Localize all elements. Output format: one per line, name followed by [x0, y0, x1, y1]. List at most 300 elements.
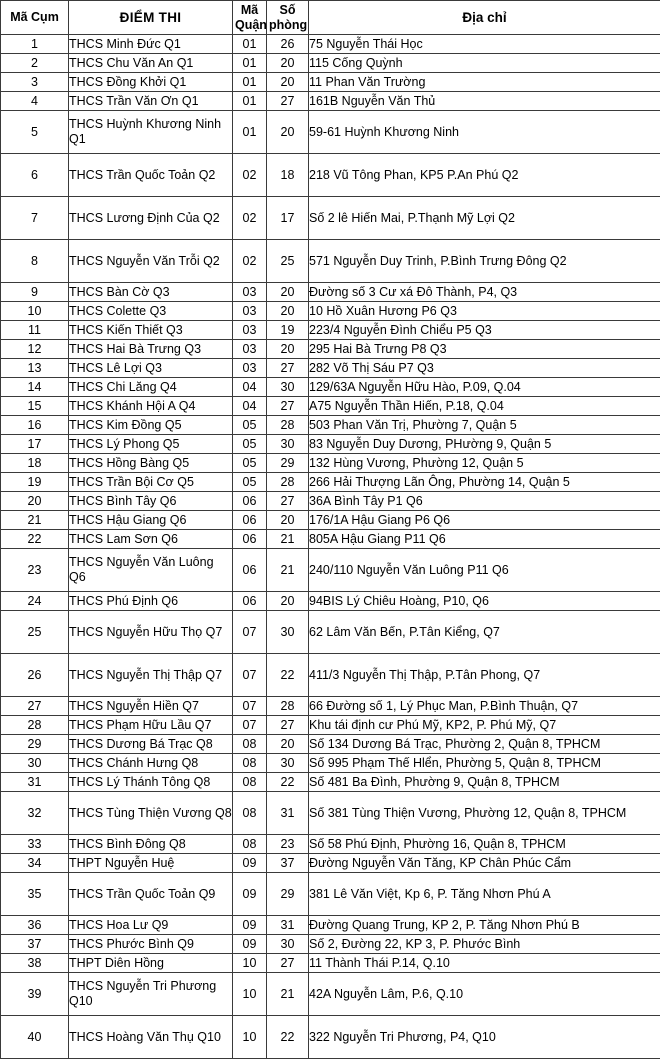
cell-diem-thi-text: THCS Hồng Bàng Q5: [69, 456, 232, 471]
cell-so-phong-text: 27: [267, 494, 308, 509]
table-row: [1, 1016, 660, 1059]
cell-dia-chi: [309, 549, 660, 592]
cell-ma-cum: [1, 592, 69, 611]
cell-diem-thi: [69, 835, 233, 854]
cell-ma-cum-text: 4: [1, 94, 68, 109]
cell-diem-thi-text: THPT Nguyễn Huệ: [69, 856, 232, 871]
cell-diem-thi: [69, 154, 233, 197]
cell-ma-quan: [233, 240, 267, 283]
cell-so-phong: [267, 154, 309, 197]
cell-ma-cum-text: 21: [1, 513, 68, 528]
cell-ma-cum-text: 16: [1, 418, 68, 433]
table-row: [1, 321, 660, 340]
table-row: [1, 35, 660, 54]
cell-ma-quan: [233, 954, 267, 973]
cell-ma-cum-text: 37: [1, 937, 68, 952]
cell-diem-thi: [69, 340, 233, 359]
cell-so-phong: [267, 473, 309, 492]
cell-diem-thi-text: THCS Trần Bội Cơ Q5: [69, 475, 232, 490]
cell-ma-quan-text: 08: [233, 756, 266, 771]
cell-so-phong: [267, 654, 309, 697]
table-row: [1, 378, 660, 397]
cell-diem-thi: [69, 735, 233, 754]
cell-diem-thi: [69, 359, 233, 378]
cell-ma-cum: [1, 321, 69, 340]
cell-diem-thi: [69, 197, 233, 240]
cell-ma-quan-text: 01: [233, 94, 266, 109]
cell-ma-cum-text: 9: [1, 285, 68, 300]
cell-so-phong-text: 37: [267, 856, 308, 871]
cell-ma-cum: [1, 111, 69, 154]
cell-ma-quan-text: 02: [233, 168, 266, 183]
table-row: [1, 973, 660, 1016]
cell-ma-quan-text: 09: [233, 918, 266, 933]
cell-so-phong-text: 20: [267, 285, 308, 300]
cell-diem-thi: [69, 454, 233, 473]
cell-diem-thi-text: THPT Diên Hồng: [69, 956, 232, 971]
cell-ma-cum-text: 19: [1, 475, 68, 490]
cell-ma-quan: [233, 73, 267, 92]
cell-ma-cum: [1, 511, 69, 530]
cell-ma-cum: [1, 378, 69, 397]
cell-ma-quan-text: 06: [233, 594, 266, 609]
cell-diem-thi-text: THCS Dương Bá Trạc Q8: [69, 737, 232, 752]
cell-dia-chi: [309, 154, 660, 197]
cell-ma-cum-text: 24: [1, 594, 68, 609]
cell-dia-chi: [309, 873, 660, 916]
cell-diem-thi: [69, 73, 233, 92]
cell-diem-thi-text: THCS Lam Sơn Q6: [69, 532, 232, 547]
cell-so-phong-text: 30: [267, 756, 308, 771]
cell-ma-quan-text: 06: [233, 513, 266, 528]
cell-dia-chi-text: 282 Võ Thị Sáu P7 Q3: [309, 361, 660, 376]
cell-ma-quan-text: 05: [233, 475, 266, 490]
cell-so-phong-text: 27: [267, 956, 308, 971]
cell-ma-quan: [233, 435, 267, 454]
cell-so-phong-text: 31: [267, 918, 308, 933]
cell-ma-quan: [233, 54, 267, 73]
cell-ma-quan: [233, 302, 267, 321]
cell-so-phong-text: 21: [267, 563, 308, 578]
cell-ma-cum: [1, 492, 69, 511]
column-header-dia-chi: Địa chỉ: [309, 1, 660, 35]
table-row: [1, 111, 660, 154]
cell-ma-cum: [1, 873, 69, 916]
cell-diem-thi-text: THCS Nguyễn Văn Trỗi Q2: [69, 254, 232, 269]
cell-ma-cum-text: 25: [1, 625, 68, 640]
table-row: [1, 935, 660, 954]
cell-dia-chi: [309, 435, 660, 454]
cell-ma-quan-text: 05: [233, 418, 266, 433]
table-header-row: [1, 1, 660, 35]
table-row: [1, 754, 660, 773]
cell-so-phong-text: 29: [267, 887, 308, 902]
cell-ma-cum-text: 12: [1, 342, 68, 357]
table-row: [1, 302, 660, 321]
cell-dia-chi-text: 295 Hai Bà Trưng P8 Q3: [309, 342, 660, 357]
cell-dia-chi: [309, 716, 660, 735]
cell-ma-quan-text: 07: [233, 699, 266, 714]
table-row: [1, 511, 660, 530]
cell-dia-chi-text: Đường Quang Trung, KP 2, P. Tăng Nhơn Phú B: [309, 918, 660, 933]
cell-ma-quan-text: 01: [233, 56, 266, 71]
cell-dia-chi-text: 223/4 Nguyễn Đình Chiểu P5 Q3: [309, 323, 660, 338]
cell-dia-chi-text: 266 Hải Thượng Lãn Ông, Phường 14, Quận 5: [309, 475, 660, 490]
cell-diem-thi-text: THCS Trần Quốc Toản Q2: [69, 168, 232, 183]
cell-ma-quan: [233, 511, 267, 530]
cell-diem-thi: [69, 321, 233, 340]
cell-ma-cum: [1, 916, 69, 935]
cell-so-phong: [267, 754, 309, 773]
table-row: [1, 435, 660, 454]
cell-so-phong-text: 20: [267, 342, 308, 357]
cell-dia-chi: [309, 835, 660, 854]
cell-diem-thi-text: THCS Phú Định Q6: [69, 594, 232, 609]
cell-diem-thi-text: THCS Khánh Hội A Q4: [69, 399, 232, 414]
cell-so-phong-text: 20: [267, 513, 308, 528]
cell-dia-chi-text: Số 481 Ba Đình, Phường 9, Quận 8, TPHCM: [309, 775, 660, 790]
cell-so-phong: [267, 592, 309, 611]
cell-ma-cum: [1, 697, 69, 716]
cell-ma-quan-text: 10: [233, 956, 266, 971]
cell-ma-cum: [1, 773, 69, 792]
cell-ma-cum: [1, 935, 69, 954]
cell-so-phong-text: 21: [267, 987, 308, 1002]
cell-ma-cum-text: 29: [1, 737, 68, 752]
table-row: [1, 654, 660, 697]
cell-dia-chi: [309, 73, 660, 92]
cell-ma-cum-text: 35: [1, 887, 68, 902]
cell-ma-quan-text: 06: [233, 532, 266, 547]
table-row: [1, 240, 660, 283]
cell-ma-cum: [1, 854, 69, 873]
cell-so-phong: [267, 283, 309, 302]
cell-so-phong-text: 20: [267, 75, 308, 90]
cell-diem-thi-text: THCS Nguyễn Văn Luông Q6: [69, 555, 232, 585]
cell-ma-quan-text: 06: [233, 494, 266, 509]
cell-dia-chi: [309, 416, 660, 435]
cell-so-phong: [267, 773, 309, 792]
cell-ma-quan-text: 10: [233, 1030, 266, 1045]
cell-diem-thi-text: THCS Lê Lợi Q3: [69, 361, 232, 376]
cell-diem-thi-text: THCS Kim Đồng Q5: [69, 418, 232, 433]
cell-so-phong: [267, 197, 309, 240]
cell-ma-cum: [1, 835, 69, 854]
table-row: [1, 283, 660, 302]
column-header-so-phong: Số phòng: [267, 1, 309, 35]
cell-diem-thi-text: THCS Hoa Lư Q9: [69, 918, 232, 933]
cell-ma-cum: [1, 792, 69, 835]
cell-ma-quan: [233, 473, 267, 492]
cell-diem-thi-text: THCS Kiến Thiết Q3: [69, 323, 232, 338]
cell-so-phong: [267, 111, 309, 154]
table-row: [1, 473, 660, 492]
cell-diem-thi-text: THCS Nguyễn Tri Phương Q10: [69, 979, 232, 1009]
cell-dia-chi: [309, 611, 660, 654]
cell-so-phong: [267, 92, 309, 111]
cell-diem-thi: [69, 435, 233, 454]
cell-diem-thi: [69, 111, 233, 154]
cell-ma-cum: [1, 954, 69, 973]
cell-ma-cum-text: 18: [1, 456, 68, 471]
table-row: [1, 611, 660, 654]
cell-diem-thi: [69, 792, 233, 835]
cell-ma-quan: [233, 773, 267, 792]
cell-dia-chi-text: Số 995 Phạm Thế Hlển, Phường 5, Quận 8, TPHCM: [309, 756, 660, 771]
cell-dia-chi: [309, 283, 660, 302]
cell-ma-cum: [1, 92, 69, 111]
cell-so-phong-text: 20: [267, 737, 308, 752]
table-header: [1, 1, 660, 35]
cell-dia-chi-text: Khu tái định cư Phú Mỹ, KP2, P. Phú Mỹ, Q7: [309, 718, 660, 733]
cell-so-phong: [267, 611, 309, 654]
cell-ma-cum-text: 40: [1, 1030, 68, 1045]
table-row: [1, 530, 660, 549]
cell-ma-cum: [1, 754, 69, 773]
cell-ma-quan: [233, 197, 267, 240]
cell-ma-quan-text: 07: [233, 718, 266, 733]
cell-diem-thi-text: THCS Lý Thánh Tông Q8: [69, 775, 232, 790]
cell-diem-thi: [69, 654, 233, 697]
cell-diem-thi-text: THCS Colette Q3: [69, 304, 232, 319]
cell-ma-cum-text: 23: [1, 563, 68, 578]
cell-diem-thi: [69, 697, 233, 716]
cell-so-phong-text: 30: [267, 380, 308, 395]
cell-dia-chi-text: 10 Hồ Xuân Hương P6 Q3: [309, 304, 660, 319]
cell-so-phong: [267, 854, 309, 873]
cell-ma-cum-text: 10: [1, 304, 68, 319]
cell-ma-quan-text: 04: [233, 399, 266, 414]
cell-diem-thi-text: THCS Lương Định Của Q2: [69, 211, 232, 226]
cell-ma-cum-text: 30: [1, 756, 68, 771]
cell-dia-chi: [309, 54, 660, 73]
table-row: [1, 916, 660, 935]
cell-dia-chi-text: 176/1A Hậu Giang P6 Q6: [309, 513, 660, 528]
cell-diem-thi-text: THCS Hậu Giang Q6: [69, 513, 232, 528]
cell-so-phong: [267, 492, 309, 511]
cell-so-phong: [267, 511, 309, 530]
table-row: [1, 454, 660, 473]
cell-diem-thi-text: THCS Minh Đức Q1: [69, 37, 232, 52]
cell-ma-cum: [1, 240, 69, 283]
cell-ma-quan-text: 02: [233, 211, 266, 226]
cell-ma-quan-text: 08: [233, 806, 266, 821]
cell-diem-thi-text: THCS Lý Phong Q5: [69, 437, 232, 452]
cell-dia-chi-text: Đường số 3 Cư xá Đô Thành, P4, Q3: [309, 285, 660, 300]
table-row: [1, 954, 660, 973]
cell-diem-thi-text: THCS Chu Văn An Q1: [69, 56, 232, 71]
cell-ma-quan-text: 07: [233, 668, 266, 683]
cell-diem-thi: [69, 54, 233, 73]
cell-ma-cum: [1, 654, 69, 697]
cell-so-phong: [267, 454, 309, 473]
cell-diem-thi-text: THCS Phước Bình Q9: [69, 937, 232, 952]
cell-ma-cum-text: 15: [1, 399, 68, 414]
cell-dia-chi-text: 805A Hậu Giang P11 Q6: [309, 532, 660, 547]
cell-dia-chi-text: Số 134 Dương Bá Trạc, Phường 2, Quận 8, TPHCM: [309, 737, 660, 752]
cell-so-phong-text: 23: [267, 837, 308, 852]
cell-dia-chi: [309, 754, 660, 773]
cell-dia-chi-text: 11 Phan Văn Trường: [309, 75, 660, 90]
cell-dia-chi: [309, 473, 660, 492]
cell-so-phong: [267, 954, 309, 973]
cell-diem-thi: [69, 935, 233, 954]
cell-so-phong: [267, 735, 309, 754]
cell-diem-thi-text: THCS Nguyễn Hữu Thọ Q7: [69, 625, 232, 640]
table-row: [1, 854, 660, 873]
cell-ma-quan: [233, 154, 267, 197]
cell-diem-thi: [69, 754, 233, 773]
cell-ma-cum-text: 3: [1, 75, 68, 90]
cell-so-phong-text: 27: [267, 94, 308, 109]
cell-ma-cum: [1, 716, 69, 735]
cell-diem-thi: [69, 611, 233, 654]
cell-diem-thi-text: THCS Hai Bà Trưng Q3: [69, 342, 232, 357]
cell-so-phong: [267, 435, 309, 454]
cell-dia-chi: [309, 92, 660, 111]
cell-ma-quan: [233, 530, 267, 549]
cell-so-phong-text: 30: [267, 625, 308, 640]
cell-so-phong-text: 18: [267, 168, 308, 183]
cell-diem-thi: [69, 592, 233, 611]
cell-ma-quan: [233, 321, 267, 340]
cell-so-phong-text: 29: [267, 456, 308, 471]
table-row: [1, 592, 660, 611]
cell-dia-chi-text: Số 381 Tùng Thiện Vương, Phường 12, Quận 8, TPHCM: [309, 806, 660, 821]
cell-dia-chi-text: 62 Lâm Văn Bến, P.Tân Kiểng, Q7: [309, 625, 660, 640]
cell-ma-cum-text: 11: [1, 323, 68, 338]
cell-so-phong-text: 22: [267, 775, 308, 790]
cell-so-phong-text: 27: [267, 718, 308, 733]
cell-so-phong: [267, 416, 309, 435]
cell-diem-thi-text: THCS Hoàng Văn Thụ Q10: [69, 1030, 232, 1045]
cell-dia-chi-text: 132 Hùng Vương, Phường 12, Quận 5: [309, 456, 660, 471]
cell-dia-chi: [309, 916, 660, 935]
cell-ma-quan: [233, 873, 267, 916]
cell-dia-chi-text: 83 Nguyễn Duy Dương, PHường 9, Quận 5: [309, 437, 660, 452]
cell-ma-quan: [233, 792, 267, 835]
cell-so-phong: [267, 378, 309, 397]
cell-diem-thi-text: THCS Chi Lăng Q4: [69, 380, 232, 395]
cell-dia-chi-text: A75 Nguyễn Thần Hiến, P.18, Q.04: [309, 399, 660, 414]
cell-ma-cum: [1, 54, 69, 73]
cell-so-phong-text: 20: [267, 56, 308, 71]
cell-so-phong: [267, 397, 309, 416]
cell-ma-quan: [233, 92, 267, 111]
cell-ma-quan: [233, 973, 267, 1016]
cell-dia-chi: [309, 735, 660, 754]
cell-ma-cum-text: 6: [1, 168, 68, 183]
cell-diem-thi-text: THCS Chánh Hưng Q8: [69, 756, 232, 771]
cell-so-phong: [267, 73, 309, 92]
cell-diem-thi: [69, 416, 233, 435]
cell-diem-thi: [69, 302, 233, 321]
cell-diem-thi: [69, 773, 233, 792]
cell-so-phong: [267, 973, 309, 1016]
cell-dia-chi: [309, 935, 660, 954]
cell-ma-quan: [233, 340, 267, 359]
cell-dia-chi-text: 75 Nguyễn Thái Học: [309, 37, 660, 52]
cell-ma-quan-text: 03: [233, 323, 266, 338]
cell-so-phong-text: 26: [267, 37, 308, 52]
cell-dia-chi-text: 411/3 Nguyễn Thị Thập, P.Tân Phong, Q7: [309, 668, 660, 683]
cell-dia-chi: [309, 240, 660, 283]
cell-so-phong: [267, 321, 309, 340]
cell-ma-cum: [1, 611, 69, 654]
cell-dia-chi: [309, 378, 660, 397]
cell-diem-thi: [69, 92, 233, 111]
cell-ma-quan-text: 05: [233, 437, 266, 452]
cell-so-phong-text: 30: [267, 937, 308, 952]
cell-ma-quan: [233, 735, 267, 754]
cell-ma-cum: [1, 454, 69, 473]
cell-so-phong-text: 17: [267, 211, 308, 226]
cell-ma-quan: [233, 359, 267, 378]
cell-ma-quan-text: 07: [233, 625, 266, 640]
cell-ma-cum-text: 2: [1, 56, 68, 71]
cell-ma-quan: [233, 378, 267, 397]
cell-so-phong: [267, 716, 309, 735]
cell-dia-chi-text: 59-61 Huỳnh Khương Ninh: [309, 125, 660, 140]
cell-so-phong: [267, 35, 309, 54]
cell-ma-quan: [233, 592, 267, 611]
cell-ma-quan: [233, 854, 267, 873]
table-row: [1, 873, 660, 916]
cell-ma-cum-text: 34: [1, 856, 68, 871]
cell-ma-quan-text: 03: [233, 342, 266, 357]
cell-ma-cum-text: 22: [1, 532, 68, 547]
cell-dia-chi: [309, 792, 660, 835]
cell-ma-quan: [233, 716, 267, 735]
cell-ma-quan-text: 10: [233, 987, 266, 1002]
cell-so-phong: [267, 54, 309, 73]
cell-ma-cum-text: 17: [1, 437, 68, 452]
cell-dia-chi-text: Đường Nguyễn Văn Tăng, KP Chân Phúc Cẩm: [309, 856, 660, 871]
cell-ma-quan: [233, 35, 267, 54]
cell-so-phong: [267, 302, 309, 321]
cell-ma-cum-text: 27: [1, 699, 68, 714]
cell-diem-thi: [69, 473, 233, 492]
cell-ma-cum-text: 13: [1, 361, 68, 376]
cell-ma-quan: [233, 835, 267, 854]
cell-dia-chi: [309, 697, 660, 716]
cell-diem-thi-text: THCS Bình Tây Q6: [69, 494, 232, 509]
cell-dia-chi: [309, 35, 660, 54]
cell-dia-chi: [309, 397, 660, 416]
cell-ma-quan-text: 09: [233, 937, 266, 952]
cell-dia-chi: [309, 1016, 660, 1059]
cell-diem-thi: [69, 511, 233, 530]
cell-ma-quan: [233, 754, 267, 773]
cell-ma-cum: [1, 973, 69, 1016]
cell-diem-thi-text: THCS Huỳnh Khương Ninh Q1: [69, 117, 232, 147]
cell-diem-thi: [69, 916, 233, 935]
column-header-ma-cum: Mã Cụm: [1, 1, 69, 35]
cell-ma-quan: [233, 549, 267, 592]
cell-so-phong-text: 21: [267, 532, 308, 547]
cell-ma-quan-text: 09: [233, 887, 266, 902]
cell-ma-quan-text: 06: [233, 563, 266, 578]
cell-ma-cum: [1, 154, 69, 197]
table-body: [1, 35, 660, 1059]
cell-ma-cum: [1, 283, 69, 302]
cell-ma-quan: [233, 397, 267, 416]
cell-dia-chi: [309, 340, 660, 359]
cell-ma-cum-text: 28: [1, 718, 68, 733]
cell-ma-quan-text: 08: [233, 775, 266, 790]
cell-so-phong-text: 22: [267, 1030, 308, 1045]
cell-so-phong: [267, 530, 309, 549]
